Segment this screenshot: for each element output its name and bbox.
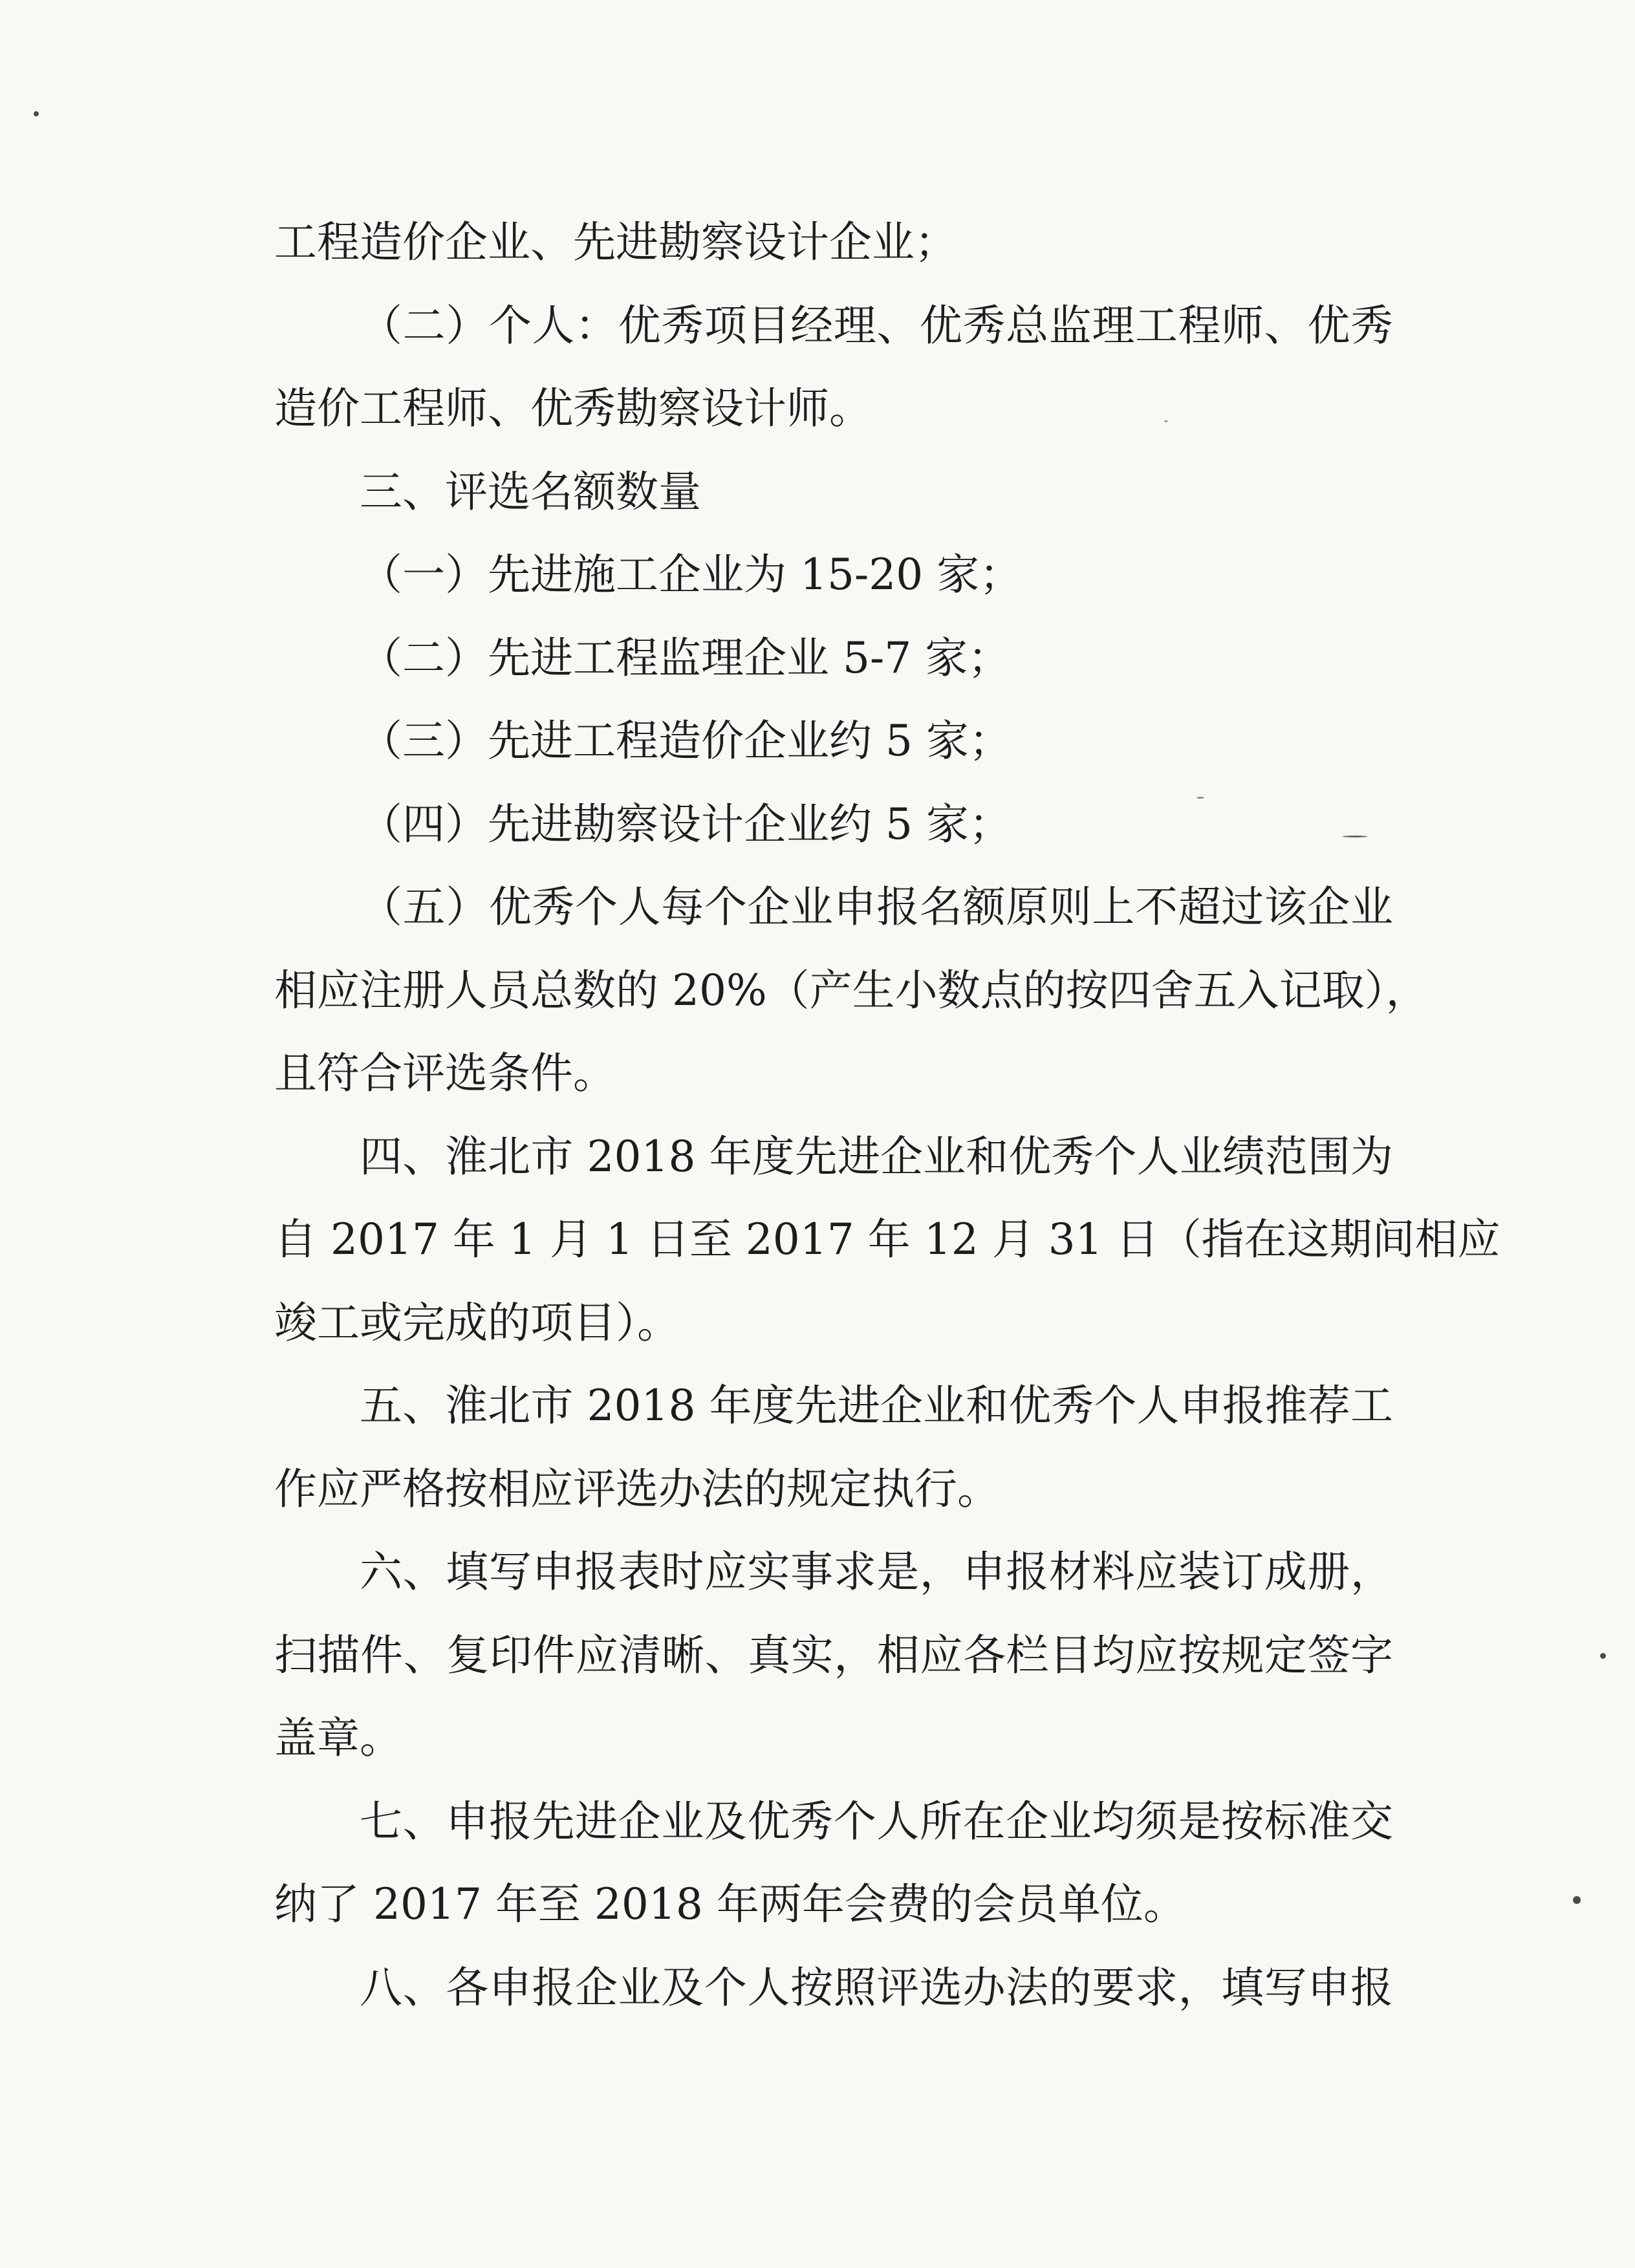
- text-line: 七、申报先进企业及优秀个人所在企业均须是按标准交: [360, 1796, 1393, 1846]
- scan-speck: [34, 111, 39, 116]
- text-line: （三）先进工程造价企业约 5 家；: [360, 716, 1012, 766]
- text-line: 八、各申报企业及个人按照评选办法的要求，填写申报: [360, 1962, 1393, 2013]
- text-line: 盖章。: [274, 1713, 402, 1763]
- scan-speck: [1600, 1653, 1606, 1659]
- text-line: 自 2017 年 1 月 1 日至 2017 年 12 月 31 日（指在这期间相应: [274, 1215, 1500, 1264]
- text-line: 竣工或完成的项目）。: [274, 1297, 680, 1348]
- text-line: 纳了 2017 年至 2018 年两年会费的会员单位。: [274, 1879, 1186, 1929]
- scan-speck: [1573, 1896, 1581, 1904]
- text-line: （四）先进勘察设计企业约 5 家；: [360, 799, 1012, 849]
- text-line: 作应严格按相应评选办法的规定执行。: [274, 1463, 1000, 1514]
- text-line: （二）个人：优秀项目经理、优秀总监理工程师、优秀: [360, 300, 1393, 351]
- text-line: （一）先进施工企业为 15-20 家；: [360, 550, 1023, 599]
- text-line: 四、淮北市 2018 年度先进企业和优秀个人业绩范围为: [360, 1131, 1393, 1182]
- text-line: 三、评选名额数量: [360, 466, 701, 517]
- text-line: 扫描件、复印件应清晰、真实，相应各栏目均应按规定签字: [274, 1630, 1393, 1680]
- text-line: （二）先进工程监理企业 5-7 家；: [360, 632, 1011, 683]
- text-line: （五）优秀个人每个企业申报名额原则上不超过该企业: [360, 882, 1393, 932]
- text-line: 六、填写申报表时应实事求是，申报材料应装订成册，: [360, 1547, 1393, 1597]
- text-line: 五、淮北市 2018 年度先进企业和优秀个人申报推荐工: [360, 1381, 1393, 1431]
- text-line: 工程造价企业、先进勘察设计企业；: [274, 217, 957, 267]
- text-line: 造价工程师、优秀勘察设计师。: [274, 383, 872, 433]
- text-line: 相应注册人员总数的 20%（产生小数点的按四舍五入记取），: [274, 965, 1429, 1015]
- text-line: 且符合评选条件。: [274, 1048, 616, 1098]
